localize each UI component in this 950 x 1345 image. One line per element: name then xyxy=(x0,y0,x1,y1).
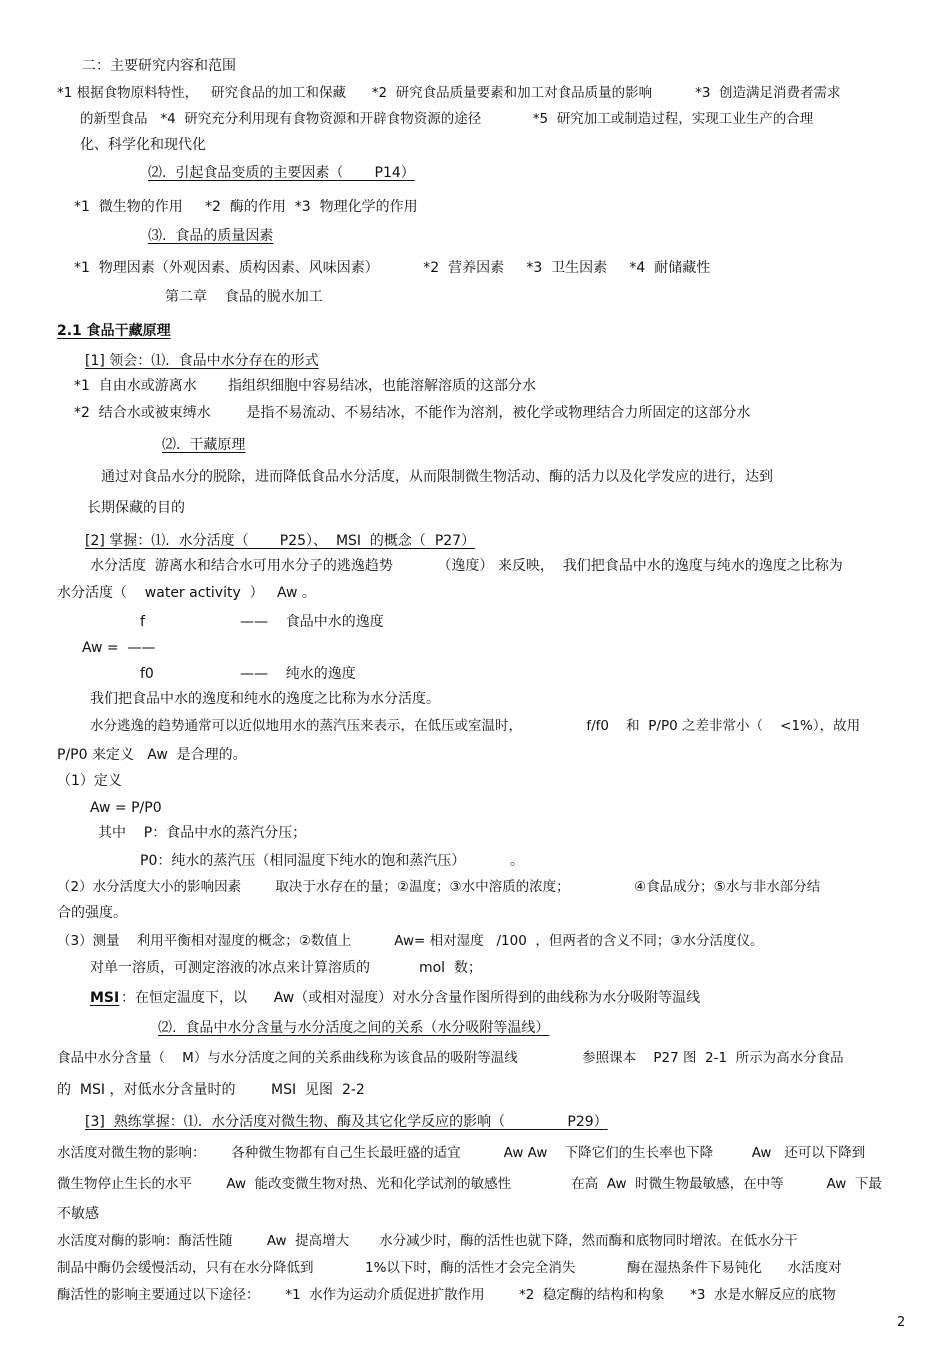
section-heading: 二：主要研究内容和范围 xyxy=(82,58,236,74)
enzyme-line-2: 制品中酶仍会缓慢活动，只有在水分降低到 1%以下时，酶的活性才会完全消失 酶在湿热条件下易钝化 水活度对 xyxy=(57,1260,842,1276)
msi-term: MSI xyxy=(90,990,120,1006)
drying-principle-line-2: 长期保藏的目的 xyxy=(87,500,185,516)
aw-ratio-line: 我们把食品中水的逸度和纯水的逸度之比称为水分活度。 xyxy=(90,691,440,707)
master-heading: [2] 掌握：⑴. 水分活度（ P25）、 MSI 的概念（ P27） xyxy=(85,533,476,549)
microbe-line-2: 微生物停止生长的水平 Aw 能改变微生物对热、光和化学试剂的敏感性 在高 Aw 时微生物最敏感，在中等 Aw 下最 xyxy=(57,1176,882,1192)
aw-definition-line-2: 水分活度（ water activity ） Aw 。 xyxy=(57,585,316,601)
formula-numerator: f xyxy=(140,614,145,630)
research-line-3: 化、科学化和现代化 xyxy=(80,137,206,153)
formula-lhs: Aw = —— xyxy=(82,640,156,656)
page-number: 2 xyxy=(897,1315,906,1330)
aw-definition-line-1: 水分活度 游离水和结合水可用水分子的逃逸趋势 （逸度） 来反映， 我们把食品中水的逸度与纯水的逸度之比称为 xyxy=(90,558,843,574)
enzyme-line-3: 酶活性的影响主要通过以下途径： *1 水作为运动介质促进扩散作用 *2 稳定酶的结构和构象 *3 水是水解反应的底物 xyxy=(57,1287,836,1303)
formula-numerator-desc: —— 食品中水的逸度 xyxy=(240,614,384,630)
aw-approx-line-2: P/P0 来定义 Aw 是合理的。 xyxy=(57,747,247,763)
deterioration-heading: ⑵. 引起食品变质的主要因素（ P14） xyxy=(148,165,415,181)
research-line-1: *1 根据食物原料特性， 研究食品的加工和保藏 *2 研究食品质量要素和加工对食品质量的影响 *3 创造满足消费者需求 xyxy=(57,85,841,101)
quality-heading: ⑶. 食品的质量因素 xyxy=(148,228,274,244)
aw-approx-line-1: 水分逃逸的趋势通常可以近似地用水的蒸汽压来表示，在低压或室温时， f/f0 和 P/P0 之差非常小（ <1%），故用 xyxy=(90,718,861,734)
research-line-2: 的新型食品 *4 研究充分利用现有食物资源和开辟食物资源的途径 *5 研究加工或制造过程，实现工业生产的合理 xyxy=(80,111,814,127)
comprehend-heading: [1] 领会：⑴. 食品中水分存在的形式 xyxy=(85,353,319,369)
microbe-line-3: 不敏感 xyxy=(57,1206,99,1222)
bound-water-line: *2 结合水或被束缚水 是指不易流动、不易结冰，不能作为溶剂，被化学或物理结合力所固定的这部分水 xyxy=(74,405,751,421)
enzyme-line-1: 水活度对酶的影响：酶活性随 Aw 提高增大 水分减少时，酶的活性也就下降，然而酶和底物同时增浓。在低水分干 xyxy=(57,1233,798,1249)
measure-line-2: 对单一溶质，可测定溶液的冰点来计算溶质的 mol 数； xyxy=(90,960,482,976)
deterioration-items: *1 微生物的作用 *2 酶的作用 *3 物理化学的作用 xyxy=(74,199,418,215)
proficient-heading: [3] 熟练掌握：⑴. 水分活度对微生物、酶及其它化学反应的影响（ P29） xyxy=(85,1114,608,1130)
chapter-title: 第二章 食品的脱水加工 xyxy=(165,289,323,305)
drying-principle-heading: ⑵. 干藏原理 xyxy=(162,437,246,453)
definition-p0: P0：纯水的蒸汽压（相同温度下纯水的饱和蒸汽压） 。 xyxy=(140,853,524,869)
msi-relation-line-2: 的 MSI ，对低水分含量时的 MSI 见图 2-2 xyxy=(57,1082,365,1098)
definition-heading: （1）定义 xyxy=(57,773,122,789)
msi-relation-heading: ⑵. 食品中水分含量与水分活度之间的关系（水分吸附等温线） xyxy=(158,1020,550,1036)
quality-items: *1 物理因素（外观因素、质构因素、风味因素） *2 营养因素 *3 卫生因素 *4 耐储藏性 xyxy=(74,260,711,276)
msi-definition: ：在恒定温度下，以 Aw（或相对湿度）对水分含量作图所得到的曲线称为水分吸附等温线 xyxy=(121,990,701,1006)
definition-formula: Aw = P/P0 xyxy=(90,800,162,816)
factors-line-1: （2）水分活度大小的影响因素 取决于水存在的量；②温度；③水中溶质的浓度； ④食品成分；⑤水与非水部分结 xyxy=(57,879,821,895)
factors-line-2: 合的强度。 xyxy=(57,905,127,921)
microbe-line-1: 水活度对微生物的影响： 各种微生物都有自己生长最旺盛的适宜 Aw Aw 下降它们的生长率也下降 Aw 还可以下降到 xyxy=(57,1145,866,1161)
section-2-1-heading: 2.1 食品干藏原理 xyxy=(57,323,171,339)
drying-principle-line-1: 通过对食品水分的脱除，进而降低食品水分活度，从而限制微生物活动、酶的活力以及化学发应的进行，达到 xyxy=(101,469,773,485)
definition-p: 其中 P：食品中水的蒸汽分压； xyxy=(98,825,307,841)
msi-relation-line-1: 食品中水分含量（ M）与水分活度之间的关系曲线称为该食品的吸附等温线 参照课本 P27 图 2-1 所示为高水分食品 xyxy=(57,1050,844,1066)
formula-denominator: f0 xyxy=(140,666,154,682)
free-water-line: *1 自由水或游离水 指组织细胞中容易结冰，也能溶解溶质的这部分水 xyxy=(74,378,536,394)
formula-denominator-desc: —— 纯水的逸度 xyxy=(240,666,356,682)
measure-line-1: （3）测量 利用平衡相对湿度的概念；②数值上 Aw= 相对湿度 /100 ，但两者的含义不同；③水分活度仪。 xyxy=(57,933,764,949)
